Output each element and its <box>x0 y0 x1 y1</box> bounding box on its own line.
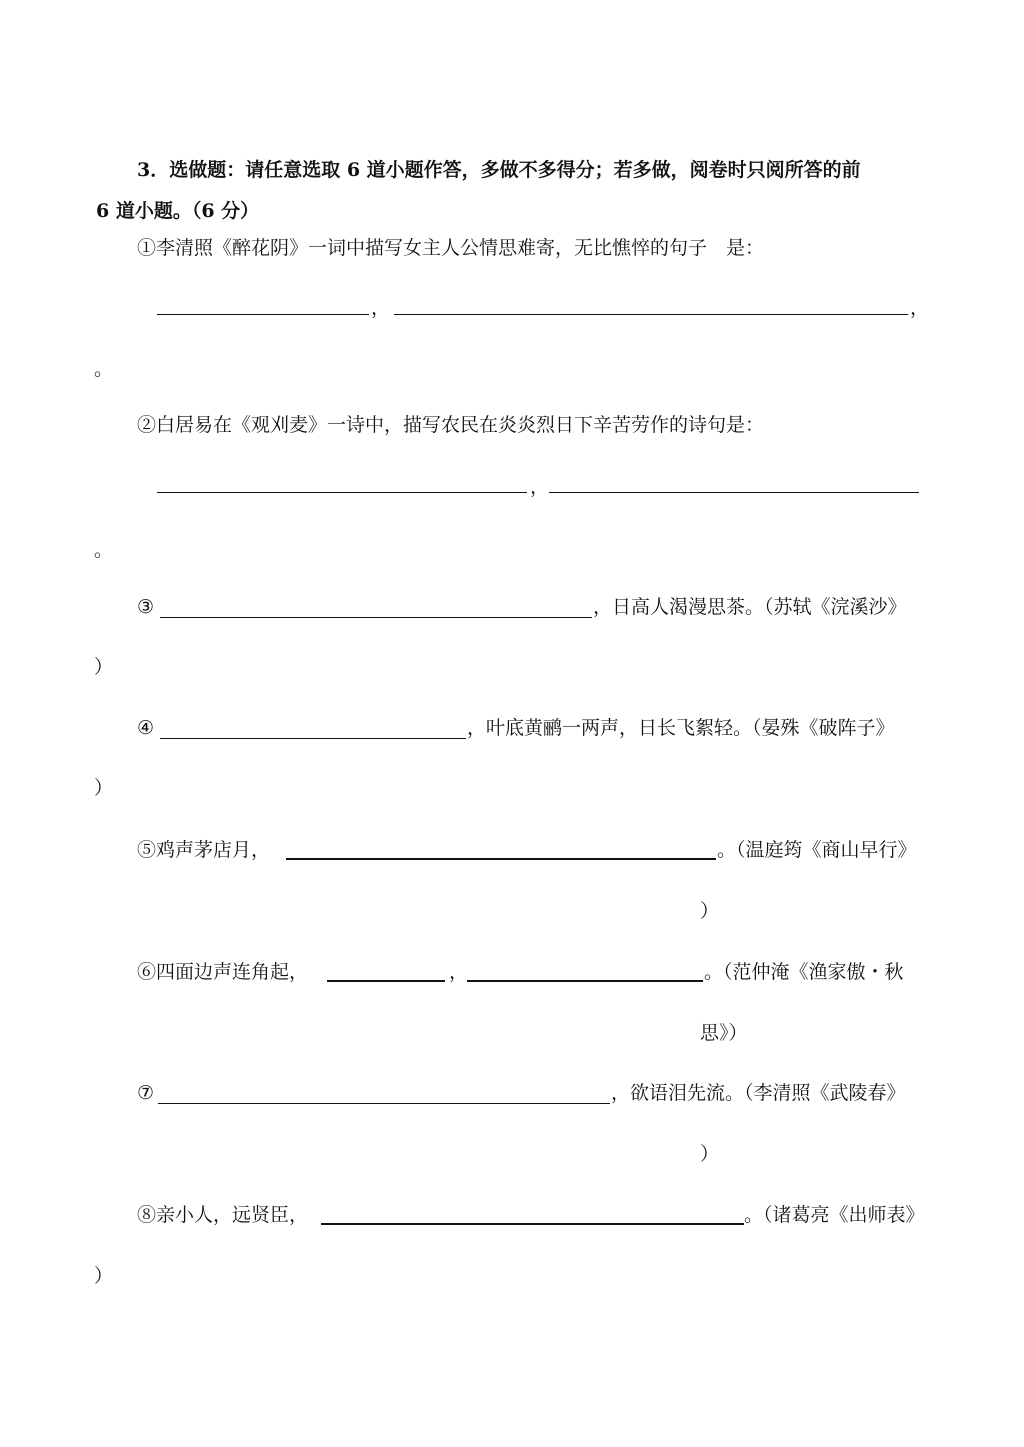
question-1-text: 李清照《醉花阴》一词中描写女主人公情思难寄，无比憔悴的句子 是： <box>156 237 765 259</box>
question-8-number: ⑧ <box>137 1204 157 1226</box>
question-5-before: 鸡声茅店月， <box>156 839 271 861</box>
question-4-number: ④ <box>137 717 155 739</box>
question-4-text: ，叶底黄鹂一两声，日长飞絮轻。（晏殊《破阵子》 <box>467 717 895 739</box>
question-5-prompt <box>137 837 270 863</box>
question-5-close: ） <box>700 900 720 922</box>
question-header-line1: 3．选做题：请任意选取 6 道小题作答，多做不多得分；若多做，阅卷时只阅所答的前 <box>137 159 861 181</box>
question-2-prompt <box>137 412 764 438</box>
question-6-comma: ， <box>449 961 469 983</box>
question-8-close: ） <box>94 1265 114 1287</box>
question-6-blank-2[interactable] <box>467 980 703 982</box>
question-1-comma-2: ， <box>910 297 930 319</box>
question-2-blank-2[interactable] <box>549 492 919 493</box>
question-1-blank-2[interactable] <box>394 314 908 315</box>
question-2-period: 。 <box>94 539 114 561</box>
question-8-prompt <box>137 1202 308 1228</box>
question-2-number: ② <box>137 414 157 436</box>
question-8-text: 。（诸葛亮《出师表》 <box>744 1204 925 1226</box>
question-6-blank-1[interactable] <box>327 980 445 982</box>
question-1-number: ① <box>137 237 157 259</box>
question-5-text: 。（温庭筠《商山早行》 <box>717 839 917 861</box>
question-4-close: ） <box>94 777 114 799</box>
question-7-close: ） <box>700 1143 720 1165</box>
question-8-blank[interactable] <box>321 1223 744 1225</box>
question-2-text: 白居易在《观刈麦》一诗中，描写农民在炎炎烈日下辛苦劳作的诗句是： <box>156 414 765 436</box>
question-6-prompt <box>137 959 308 985</box>
question-7-number: ⑦ <box>137 1082 155 1104</box>
question-5-blank[interactable] <box>286 858 716 860</box>
question-3-text: ，日高人渴漫思茶。（苏轼《浣溪沙》 <box>593 596 907 618</box>
question-1-prompt <box>137 235 764 261</box>
question-7-text: ，欲语泪先流。（李清照《武陵春》 <box>611 1082 906 1104</box>
question-2-blank-1[interactable] <box>157 492 527 493</box>
question-2-comma: ， <box>530 476 550 498</box>
question-3-close: ） <box>94 656 114 678</box>
question-1-blank-1[interactable] <box>157 314 369 315</box>
question-3-number: ③ <box>137 596 155 618</box>
question-6-number: ⑥ <box>137 961 157 983</box>
question-header-line2: 6 道小题。（6 分） <box>96 200 260 222</box>
question-5-number: ⑤ <box>137 839 157 861</box>
question-4-blank[interactable] <box>160 738 466 739</box>
question-1-comma-1: ， <box>371 297 391 319</box>
question-6-close: 思》） <box>700 1022 748 1044</box>
question-6-before: 四面边声连角起， <box>156 961 309 983</box>
question-3-blank[interactable] <box>160 617 592 618</box>
question-8-before: 亲小人，远贤臣， <box>156 1204 309 1226</box>
question-6-text: 。（范仲淹《渔家傲・秋 <box>704 961 904 983</box>
question-7-blank[interactable] <box>158 1103 610 1104</box>
question-1-period: 。 <box>94 358 114 380</box>
